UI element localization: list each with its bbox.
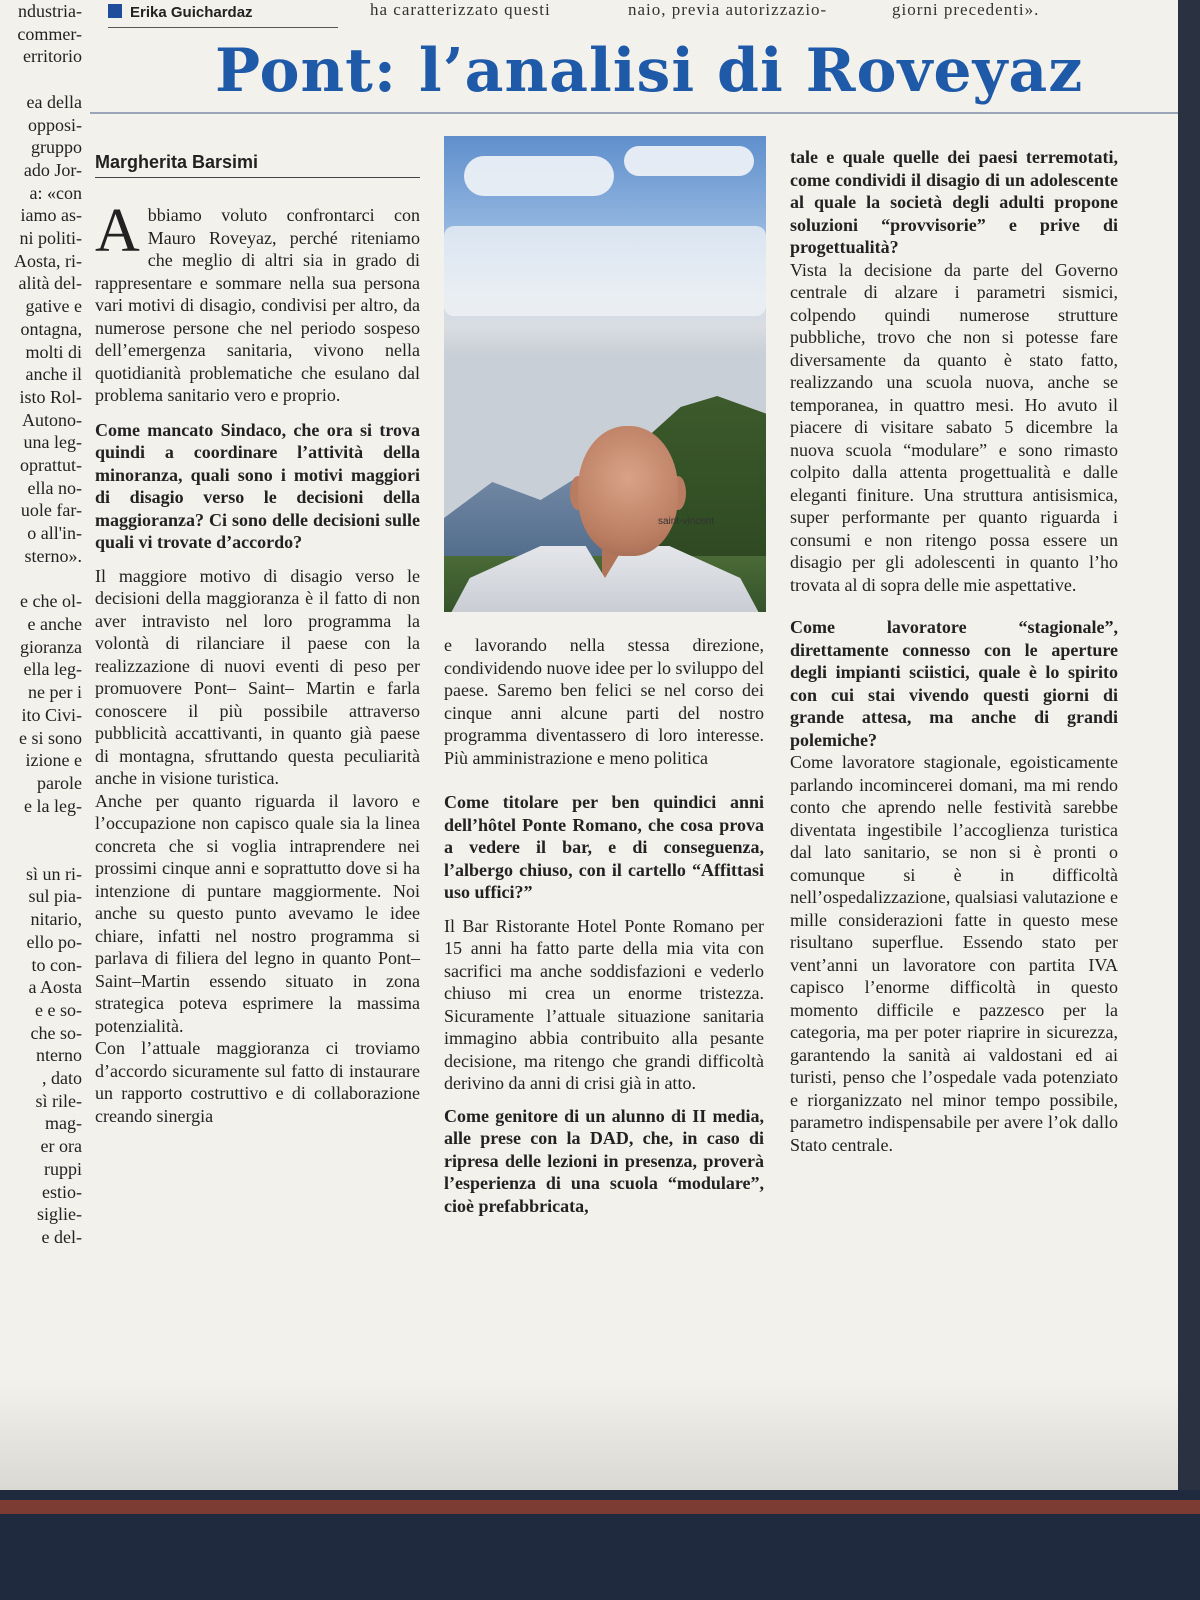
left-fragment-line: to con- bbox=[31, 954, 82, 975]
left-fragment-line: opposi- bbox=[28, 114, 82, 135]
left-fragment-line: ito Civi- bbox=[21, 704, 82, 725]
answer-3: Vista la decisione da parte del Governo centrale di alzare i parametri sismici, colpendo quindi numerose strutture pubbliche, trovo che non si potesse fare diversamente da quanto è stato fatto, realizzando una scuola nuova, anche se temporanea, in quattro mesi. Ho avuto il piacere di visitare sabato 5 dicembre la nuova scuola “modulare” e sono rimasto colpito dalla attenta progettualità e dalle eleganti finiture. Una struttura antisismica, super performante per quanto riguarda i consumi e non ritengo possa essere un disagio per gli adolescenti in quanto l’ho trovata al di sopra delle mie aspettative. bbox=[790, 259, 1118, 595]
left-fragment-line: ado Jor- bbox=[23, 159, 82, 180]
top-fragment: naio, previa autorizzazio- bbox=[628, 0, 828, 19]
answer-1-end: Con l’attuale maggioranza ci troviamo d’accordo sicuramente sul fatto di instaurare un rapporto costruttivo e di collaborazione creando sinergia bbox=[95, 1038, 420, 1126]
table-stripe bbox=[0, 1500, 1200, 1514]
left-fragment-line: a: «con bbox=[29, 182, 82, 203]
left-fragment-line: nitario, bbox=[30, 909, 82, 930]
left-fragment-line: e anche bbox=[27, 613, 82, 634]
divider bbox=[95, 177, 420, 178]
left-fragment-line: sì rile- bbox=[35, 1090, 82, 1111]
left-fragment-line: e la leg- bbox=[24, 795, 82, 816]
drop-cap: A bbox=[95, 197, 140, 265]
left-fragment-line: Aosta, ri- bbox=[14, 250, 82, 271]
left-column-fragment bbox=[0, 0, 82, 1280]
left-fragment-line: ruppi bbox=[44, 1158, 82, 1179]
left-fragment-line: e e so- bbox=[35, 999, 82, 1020]
left-fragment-line: siglie- bbox=[37, 1204, 82, 1225]
left-fragment-line: erritorio bbox=[23, 46, 82, 67]
left-fragment-line: che so- bbox=[30, 1022, 82, 1043]
byline: Margherita Barsimi bbox=[95, 152, 259, 172]
face bbox=[578, 426, 678, 556]
left-fragment-line: ndustria- bbox=[18, 1, 82, 21]
portrait-photo bbox=[444, 136, 766, 612]
square-icon bbox=[108, 4, 122, 18]
left-fragment-line: anche il bbox=[25, 364, 82, 385]
question-1: Come mancato Sindaco, che ora si trova quindi a coordinare l’attività della minoranza, quali sono i motivi maggiori di disagio verso le decisioni della maggioranza? Ci sono delle decisioni sulle quali vi trovate d’accordo? bbox=[95, 419, 420, 552]
left-fragment-line: parole bbox=[37, 772, 82, 793]
intro-paragraph: bbiamo voluto confrontarci con Mauro Roveyaz, perché riteniamo che meglio di altri sia in grado di rappresentare e sommare nella sua persona vari motivi di disagio, condivisi per altro, da numerose persone che nel periodo sospeso dell’emergenza sanitaria, vivono nella quotidianità problematiche che esulano dal problema sanitario vero e proprio. bbox=[95, 205, 420, 405]
left-fragment-line: iamo as- bbox=[20, 205, 82, 226]
shirt bbox=[444, 546, 766, 612]
left-fragment-line: e si sono bbox=[19, 727, 82, 748]
left-fragment-line: ontagna, bbox=[20, 318, 82, 339]
column-1 bbox=[95, 197, 420, 1137]
answer-1-continued: Anche per quanto riguarda il lavoro e l’occupazione non capisco quale sia la linea concreta che si voglia intraprendere nei prossimi cinque anni e soprattutto dove si ha intenzione di puntare maggiormente. Noi anche su questo punto avevamo le idee chiare, infatti nel nostro programma si parlava di filiera del legno in quanto Pont–Saint–Martin essendo situato in zona strategica poteva esprimere la massima potenzialità. bbox=[95, 790, 420, 1036]
left-fragment-line: o all'in- bbox=[27, 523, 82, 544]
left-fragment-line: ne per i bbox=[28, 682, 82, 703]
left-fragment-line bbox=[0, 568, 82, 591]
previous-article-author: Erika Guichardaz bbox=[108, 4, 253, 21]
left-fragment-line bbox=[0, 817, 82, 840]
answer-1: Il maggiore motivo di disagio verso le decisioni della maggioranza è il fatto di non aver intravisto nel loro programma la volontà di rilanciare il paese con la realizzazione di nuovi eventi di peso per promuovere Pont– Saint– Martin e farla conoscere il più possibile attraverso pubblicità accattivanti, in quanto già paese di montagna, sfruttando questa peculiarità anche in visione turistica. bbox=[95, 565, 420, 788]
question-2: Come titolare per ben quindici anni dell’hôtel Ponte Romano, che cosa prova a vedere il bar, e di conseguenza, l’albergo chiuso, con il cartello “Affittasi uso uffici?” bbox=[444, 792, 764, 902]
left-fragment-line: gioranza bbox=[20, 636, 82, 657]
left-fragment-line: sul pia- bbox=[28, 886, 82, 907]
divider bbox=[90, 112, 1178, 114]
left-fragment-line: alità del- bbox=[18, 273, 82, 294]
question-3: Come genitore di un alunno di II media, alle prese con la DAD, che, in caso di ripresa delle lezioni in presenza, proverà l’esperienza di una scuola “modulare”, cioè prefabbricata, bbox=[444, 1105, 764, 1216]
left-fragment-line: molti di bbox=[25, 341, 82, 362]
left-fragment-line: sterno». bbox=[24, 545, 82, 566]
left-fragment-line: commer- bbox=[17, 23, 82, 44]
left-fragment-line: ella no- bbox=[27, 477, 82, 498]
left-fragment-line: estio- bbox=[42, 1181, 82, 1202]
left-fragment-line: e che ol- bbox=[20, 591, 82, 612]
left-fragment-line: uole far- bbox=[20, 500, 82, 521]
left-fragment-line: gruppo bbox=[31, 137, 82, 158]
left-fragment-line bbox=[0, 68, 82, 91]
question-3-continued: tale e quale quelle dei paesi terremotati, come condividi il disagio di un adolescente al quale la società degli adulti propone soluzioni “provvisorie” e prive di progettualità? bbox=[790, 147, 1118, 257]
left-fragment-line: gative e bbox=[25, 296, 82, 317]
left-fragment-line: er ora bbox=[40, 1136, 82, 1157]
left-fragment-line: ea della bbox=[26, 91, 82, 112]
cloud bbox=[464, 156, 614, 196]
page-shadow bbox=[0, 1380, 1178, 1500]
left-fragment-line: izione e bbox=[25, 750, 82, 771]
headline: Pont: l’analisi di Roveyaz bbox=[215, 36, 1084, 106]
left-fragment-line: ella leg- bbox=[23, 659, 82, 680]
top-fragment: giorni precedenti». bbox=[892, 0, 1040, 19]
left-fragment-line: ello po- bbox=[26, 931, 82, 952]
answer-1-tail: e lavorando nella stessa direzione, condividendo nuove idee per lo sviluppo del paese. Saremo ben felici se nel corso dei cinque anni alcune parti del nostro programma diventassero di loro interesse. Più amministrazione e meno politica bbox=[444, 635, 764, 768]
left-fragment-line: , dato bbox=[42, 1068, 82, 1089]
left-fragment-line: Autono- bbox=[22, 409, 82, 430]
column-3 bbox=[790, 146, 1118, 1166]
left-fragment-line: e del- bbox=[41, 1226, 82, 1247]
cloud bbox=[624, 146, 754, 176]
left-fragment-line: a Aosta bbox=[28, 977, 82, 998]
column-2 bbox=[444, 634, 764, 1228]
left-fragment-line: ni politi- bbox=[19, 228, 82, 249]
answer-4: Come lavoratore stagionale, egoisticamente parlando incomincerei domani, ma mi rendo conto che aprendo nelle festività sarebbe diventata ingestibile l’accoglienza turistica dal lato sanitario, se non si è pronti o comunque si è in difficoltà nell’ospedalizzazione, qualsiasi valutazione e mille considerazioni fatte in questo mese risultano superflue. Essendo stato per vent’anni un lavoratore con partita IVA capisco l’enorme difficoltà in questo momento difficile e pazzesco per la categoria, ma per poter riaprire in sicurezza, garantendo la sanità ai valdostani ed ai turisti, penso che l’ospedale vada potenziato e riorganizzato nel minor tempo possibile, parametro indispensabile per avere l’ok dallo Stato centrale. bbox=[790, 752, 1118, 1155]
left-fragment-line: oprattut- bbox=[20, 455, 82, 476]
left-fragment-line: una leg- bbox=[23, 432, 82, 453]
shirt-logo: saint-vincent bbox=[658, 516, 715, 527]
left-fragment-line: mag- bbox=[45, 1113, 82, 1134]
left-fragment-line: nterno bbox=[36, 1045, 82, 1066]
answer-2: Il Bar Ristorante Hotel Ponte Romano per 15 anni ha fatto parte della mia vita con sacrifici ma anche soddisfazioni e vederlo chiuso mi crea un enorme tristezza. Sicuramente l’attuale situazione sanitaria immagino abbia contribuito alla pesante decisione, ma ritengo che grandi difficoltà derivino da anni di crisi già in atto. bbox=[444, 915, 764, 1093]
left-fragment-line: sì un ri- bbox=[26, 863, 82, 884]
top-fragment: ha caratterizzato questi bbox=[370, 0, 551, 19]
cloud bbox=[444, 226, 766, 316]
left-fragment-line bbox=[0, 840, 82, 863]
left-fragment-line: isto Rol- bbox=[19, 386, 82, 407]
question-4: Come lavoratore “stagionale”, direttamente connesso con le aperture degli impianti sciistici, quale è lo spirito con cui stai vivendo questi giorni di grande attesa, ma anche di grandi polemiche? bbox=[790, 617, 1118, 750]
divider bbox=[108, 27, 338, 28]
